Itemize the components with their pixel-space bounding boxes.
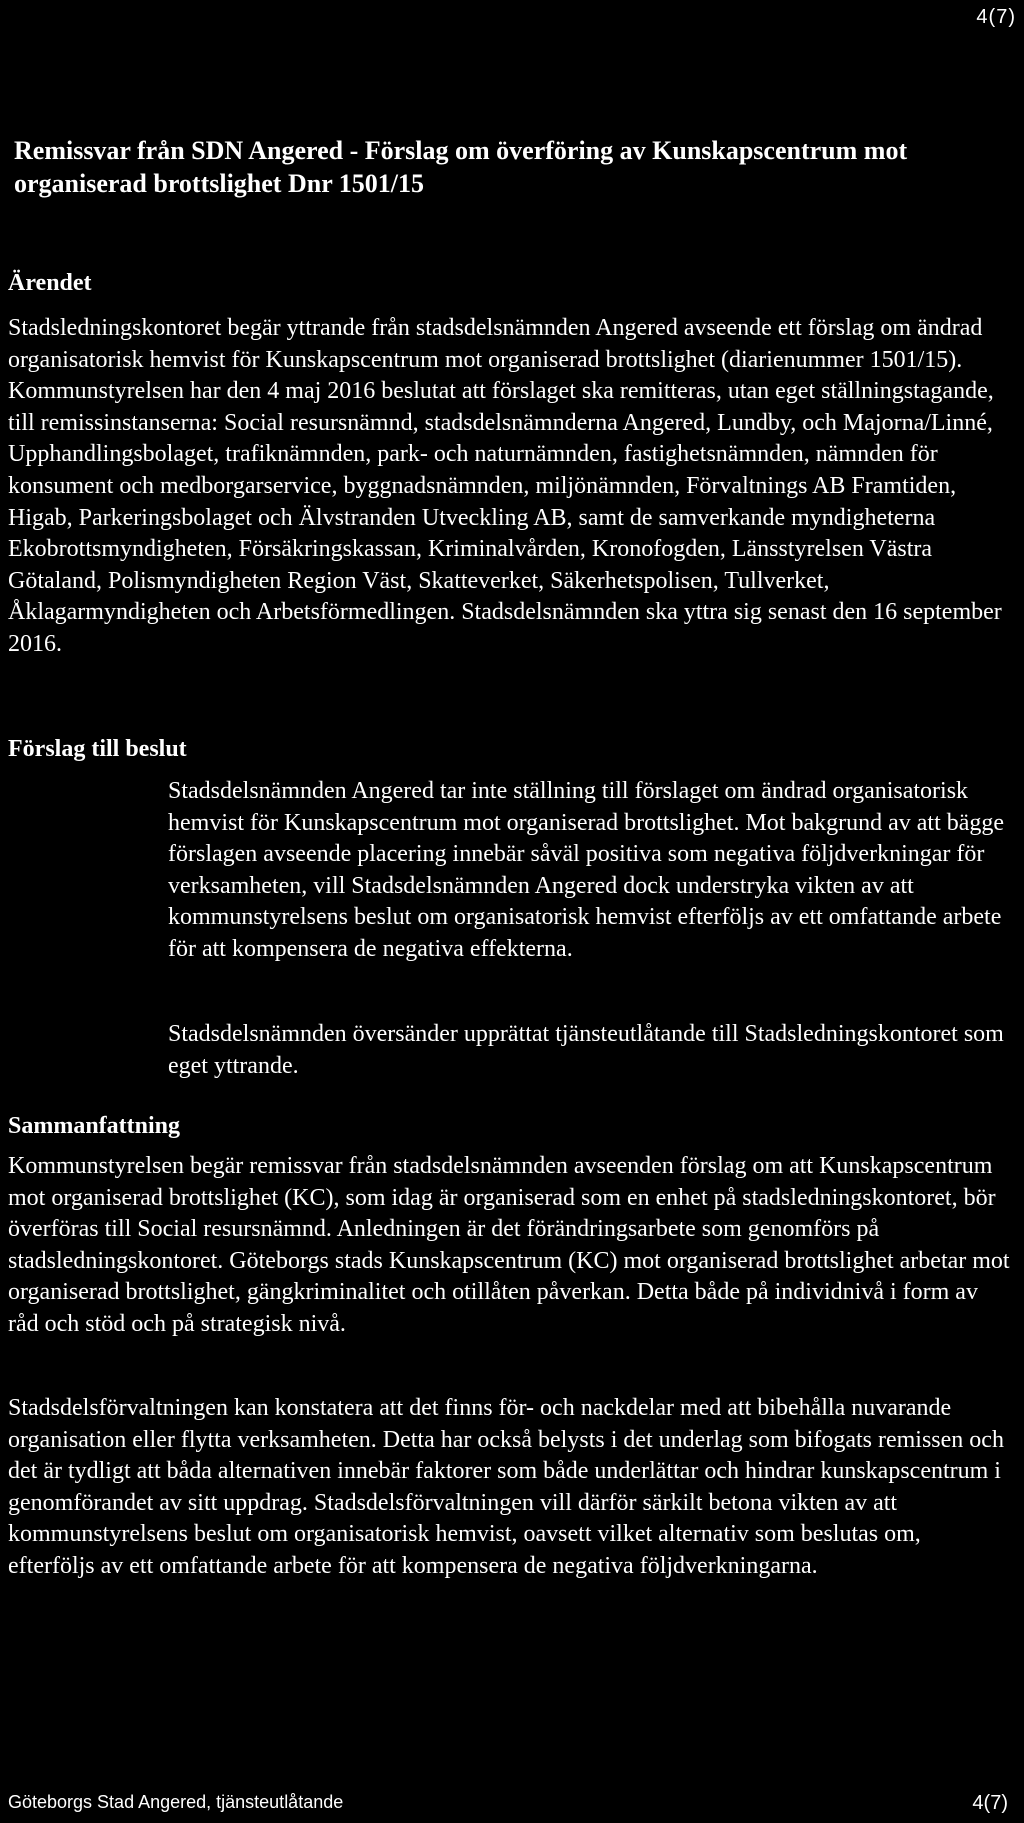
page-number-top: 4(7) — [976, 6, 1016, 28]
heading-forslag-till-beslut: Förslag till beslut — [8, 736, 187, 762]
footer-page-number: 4(7) — [972, 1792, 1008, 1814]
paragraph-forslag-1: Stadsdelsnämnden Angered tar inte ställning till förslaget om ändrad organisatorisk hemvist för Kunskapscentrum mot organiserad brottslighet. Mot bakgrund av att bägge förslagen avseende placering innebär såväl positiva som negativa följdverkningar för verksamheten, vill Stadsdelsnämnden Angered dock understryka vikten av att kommunstyrelsens beslut om organisatorisk hemvist efterföljs av ett omfattande arbete för att kompensera de negativa effekterna. — [168, 778, 1005, 962]
footer-text: Göteborgs Stad Angered, tjänsteutlåtande — [8, 1792, 344, 1812]
paragraph-sammanfattning-1: Kommunstyrelsen begär remissvar från stadsdelsnämnden avseenden förslag om att Kunskapscentrum mot organiserad brottslighet (KC), som idag är organiserad som en enhet på stadsledningskontoret, bör överföras till Social resursnämnd. Anledningen är det förändringsarbete som genomförs på stadsledningskontoret. Göteborgs stads Kunskapscentrum (KC) mot organiserad brottslighet arbetar mot organiserad brottslighet, gängkriminalitet och otillåten påverkan. Detta både på individnivå i form av råd och stöd och på strategisk nivå. — [8, 1153, 1010, 1337]
paragraph-arendet: Stadsledningskontoret begär yttrande från stadsdelsnämnden Angered avseende ett förslag om ändrad organisatorisk hemvist för Kunskapscentrum mot organiserad brottslighet (diarienummer 1501/15). Kommunstyrelsen har den 4 maj 2016 beslutat att förslaget ska remitteras, utan eget ställningstagande, till remissinstanserna: Social resursnämnd, stadsdelsnämnderna Angered, Lundby, och Majorna/Linné, Upphandlingsbolaget, trafiknämnden, park- och naturnämnden, fastighetsnämnden, nämnden för konsument och medborgarservice, byggnadsnämnden, miljönämnden, Förvaltnings AB Framtiden, Higab, Parkeringsbolaget och Älvstranden Utveckling AB, samt de samverkande myndigheterna Ekobrottsmyndigheten, Försäkringskassan, Kriminalvården, Kronofogden, Länsstyrelsen Västra Götaland, Polismyndigheten Region Väst, Skatteverket, Säkerhetspolisen, Tullverket, Åklagarmyndigheten och Arbetsförmedlingen. Stadsdelsnämnden ska yttra sig senast den 16 september 2016. — [8, 315, 1002, 657]
paragraph-forslag-2: Stadsdelsnämnden översänder upprättat tjänsteutlåtande till Stadsledningskontoret som eget yttrande. — [168, 1021, 1004, 1079]
paragraph-sammanfattning-2: Stadsdelsförvaltningen kan konstatera att det finns för- och nackdelar med att bibehålla nuvarande organisation eller flytta verksamheten. Detta har också belysts i det underlag som bifogats remissen och det är tydligt att båda alternativen innebär faktorer som både underlättar och hindrar kunskapscentrum i genomförandet av sitt uppdrag. Stadsdelsförvaltningen vill därför särkilt betona vikten av att kommunstyrelsens beslut om organisatorisk hemvist, oavsett vilket alternativ som beslutas om, efterföljs av ett omfattande arbete för att kompensera de negativa följdverkningarna. — [8, 1395, 1004, 1579]
heading-sammanfattning: Sammanfattning — [8, 1113, 181, 1139]
document-title: Remissvar från SDN Angered - Förslag om överföring av Kunskapscentrum mot organiserad brottslighet Dnr 1501/15 — [14, 136, 908, 198]
heading-arendet: Ärendet — [8, 270, 92, 296]
